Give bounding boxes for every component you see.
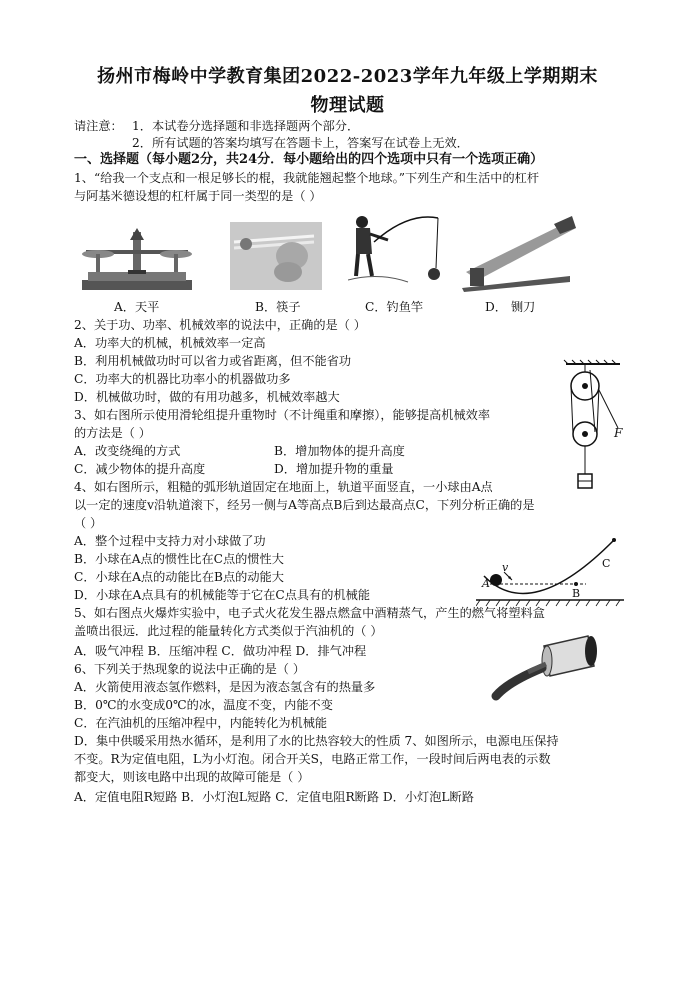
q1-caption-d: D． 铡刀 bbox=[485, 300, 536, 314]
q2-option-c: C．功率大的机器比功率小的机器做功多 bbox=[74, 372, 291, 386]
q1-stem-line2: 与阿基米德设想的杠杆属于同一类型的是（ ） bbox=[74, 189, 322, 203]
chopsticks-image bbox=[230, 222, 322, 290]
q4-option-d: D．小球在A点具有的机械能等于它在C点具有的机械能 bbox=[74, 588, 371, 602]
force-label: F bbox=[614, 426, 623, 440]
point-c-label: C bbox=[602, 557, 611, 570]
q1-stem-line1: 1、“给我一个支点和一根足够长的棍，我就能翘起整个地球。”下列生产和生活中的杠杆 bbox=[74, 171, 540, 185]
q2-stem: 2、关于功、功率、机械效率的说法中，正确的是（ ） bbox=[74, 318, 366, 332]
q4-option-b: B．小球在A点的惯性比在C点的惯性大 bbox=[74, 552, 284, 566]
q3-option-d: D．增加提升物的重量 bbox=[274, 462, 394, 476]
q3-option-c: C．减少物体的提升高度 bbox=[74, 462, 206, 476]
q2-option-b: B．利用机械做功时可以省力或省距离，但不能省功 bbox=[74, 354, 352, 368]
q6-option-a: A．火箭使用液态氢作燃料，是因为液态氢含有的热量多 bbox=[74, 680, 376, 694]
q5-options: A．吸气冲程 B．压缩冲程 C．做功冲程 D．排气冲程 bbox=[74, 644, 367, 658]
q6-stem: 6、下列关于热现象的说法中正确的是（ ） bbox=[74, 662, 306, 676]
q3-stem-line2: 的方法是（ ） bbox=[74, 426, 151, 440]
point-a-label: A bbox=[482, 577, 490, 590]
q1-caption-b: B．筷子 bbox=[255, 300, 301, 314]
q3-stem-line1: 3、如右图所示使用滑轮组提升重物时（不计绳重和摩擦），能够提高机械效率 bbox=[74, 408, 491, 422]
q2-option-d: D．机械做功时，做的有用功越多，机械效率越大 bbox=[74, 390, 340, 404]
q3-option-a: A．改变绕绳的方式 bbox=[74, 444, 181, 458]
spark-generator-image bbox=[488, 628, 608, 702]
q1-caption-a: A．天平 bbox=[114, 300, 160, 314]
exam-subtitle: 物理试题 bbox=[310, 95, 385, 116]
notice-item-2: 2．所有试题的答案均填写在答题卡上，答案写在试卷上无效． bbox=[132, 136, 469, 150]
q4-stem-line1: 4、如右图所示，粗糙的弧形轨道固定在地面上，轨道平面竖直，一小球由A点 bbox=[74, 480, 493, 494]
fishing-rod-image bbox=[348, 212, 448, 294]
notice-item-1: 1．本试卷分选择题和非选择题两个部分． bbox=[132, 119, 360, 133]
q2-option-a: A．功率大的机械，机械效率一定高 bbox=[74, 336, 266, 350]
q6-option-d: D．集中供暖采用热水循环，是利用了水的比热容较大的性质 7、如图所示，电源电压保持 bbox=[74, 734, 559, 748]
track-diagram bbox=[476, 536, 626, 608]
q7-options: A．定值电阻R短路 B．小灯泡L短路 C．定值电阻R断路 D．小灯泡L断路 bbox=[74, 790, 474, 804]
q6-option-b: B．0℃的水变成0℃的冰，温度不变，内能不变 bbox=[74, 698, 333, 712]
balance-image bbox=[78, 222, 196, 292]
q4-stem-line2: 以一定的速度v沿轨道滚下，经另一侧与A等高点B后到达最高点C，下列分析正确的是 bbox=[74, 498, 535, 512]
exam-title: 扬州市梅岭中学教育集团2022-2023学年九年级上学期期末 bbox=[97, 66, 598, 87]
q7-stem-line1: 不变。R为定值电阻，L为小灯泡。闭合开关S，电路正常工作，一段时间后两电表的示数 bbox=[74, 752, 551, 766]
notice-label: 请注意： bbox=[74, 119, 123, 133]
q4-option-a: A．整个过程中支持力对小球做了功 bbox=[74, 534, 266, 548]
q3-option-b: B．增加物体的提升高度 bbox=[274, 444, 405, 458]
q6-option-c: C．在汽油机的压缩冲程中，内能转化为机械能 bbox=[74, 716, 328, 730]
q4-option-c: C．小球在A点的动能比在B点的动能大 bbox=[74, 570, 284, 584]
q5-stem-line1: 5、如右图点火爆炸实验中，电子式火花发生器点燃盒中酒精蒸气，产生的燃气将塑料盒 bbox=[74, 606, 545, 620]
section-heading: 一、选择题（每小题2分，共24分．每小题给出的四个选项中只有一个选项正确） bbox=[74, 152, 544, 167]
guillotine-image bbox=[456, 214, 576, 292]
q5-stem-line2: 盖喷出很远．此过程的能量转化方式类似于汽油机的（ ） bbox=[74, 624, 383, 638]
velocity-label: v bbox=[502, 561, 509, 574]
q7-stem-line2: 都变大，则该电路中出现的故障可能是（ ） bbox=[74, 770, 310, 784]
point-b-label: B bbox=[572, 587, 581, 600]
q1-caption-c: C．钓鱼竿 bbox=[365, 300, 424, 314]
q4-stem-line3: （ ） bbox=[74, 516, 103, 530]
